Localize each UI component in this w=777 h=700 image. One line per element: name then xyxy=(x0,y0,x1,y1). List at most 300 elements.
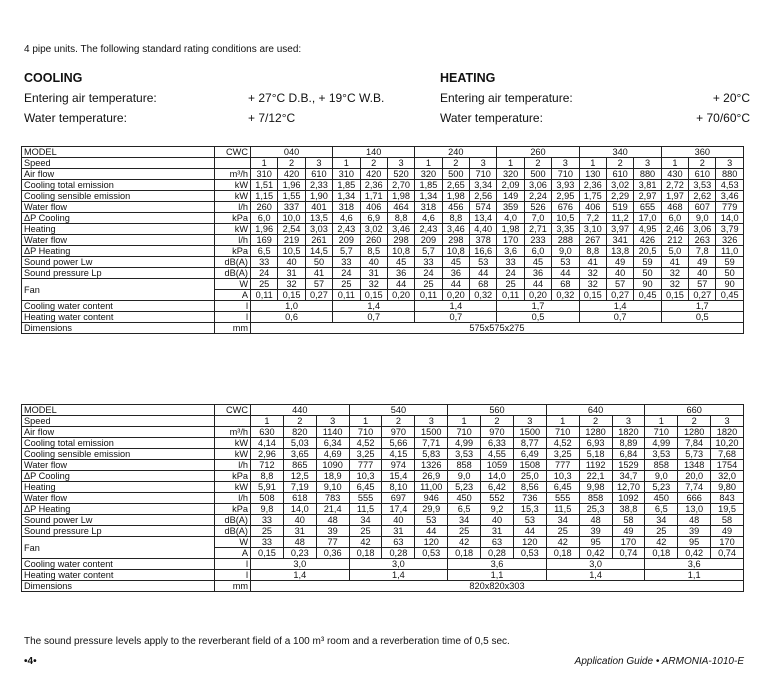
cell-value: 2,62 xyxy=(689,191,716,202)
cell-value: 4,52 xyxy=(546,438,579,449)
model-name: 560 xyxy=(448,405,547,416)
cell-value: 50 xyxy=(716,268,743,279)
cell-value: 0,28 xyxy=(382,548,415,559)
cell-value: 1348 xyxy=(678,460,711,471)
cell-value: 1,34 xyxy=(415,191,442,202)
cell-value: 843 xyxy=(711,493,744,504)
dimensions-row xyxy=(22,323,744,334)
row-unit: l xyxy=(215,559,251,570)
cell-value: 53 xyxy=(552,257,579,268)
cell-value: 13,4 xyxy=(470,213,497,224)
cell-value: 779 xyxy=(716,202,743,213)
cell-value: 555 xyxy=(546,493,579,504)
cell-value: 526 xyxy=(524,202,551,213)
cell-value: 267 xyxy=(579,235,606,246)
cell-value: 2 xyxy=(360,158,387,169)
cell-value: 1,71 xyxy=(360,191,387,202)
cooling-air-label: Entering air temperature: xyxy=(24,91,157,105)
cell-value: 45 xyxy=(524,257,551,268)
cell-value: 1 xyxy=(251,158,278,169)
row-label: Cooling total emission xyxy=(22,180,215,191)
cell-value: 0,15 xyxy=(251,548,284,559)
cell-value: 777 xyxy=(349,460,382,471)
table-row xyxy=(22,224,744,235)
dimensions-value: 820x820x303 xyxy=(251,581,744,592)
cell-value: 310 xyxy=(333,169,360,180)
cell-value: 5,7 xyxy=(415,246,442,257)
cooling-content-row xyxy=(22,301,744,312)
cell-value: 25 xyxy=(546,526,579,537)
cell-value: 710 xyxy=(552,169,579,180)
cell-value: 53 xyxy=(513,515,546,526)
cell-value: 9,98 xyxy=(579,482,612,493)
cell-value: 0,53 xyxy=(415,548,448,559)
cell-value: 2,24 xyxy=(524,191,551,202)
cell-value: 426 xyxy=(634,235,661,246)
row-unit: dB(A) xyxy=(215,257,251,268)
cell-value: 36 xyxy=(524,268,551,279)
cell-value: 9,10 xyxy=(316,482,349,493)
cell-value: 4,15 xyxy=(382,449,415,460)
cell-value: 2 xyxy=(579,416,612,427)
heating-content-row xyxy=(22,312,744,323)
cell-value: 209 xyxy=(415,235,442,246)
cell-value: 29,9 xyxy=(415,504,448,515)
cell-value: 170 xyxy=(612,537,645,548)
cell-value: 24 xyxy=(415,268,442,279)
cell-value: 1 xyxy=(333,158,360,169)
cell-value: 130 xyxy=(579,169,606,180)
cell-value: 736 xyxy=(513,493,546,504)
cell-value: 7,0 xyxy=(524,213,551,224)
cell-value: 33 xyxy=(251,537,284,548)
table-row xyxy=(22,268,744,279)
cell-value: 3,10 xyxy=(579,224,606,235)
cell-value: 6,45 xyxy=(349,482,382,493)
cell-value: 0,11 xyxy=(333,290,360,301)
cell-value: 10,20 xyxy=(711,438,744,449)
cell-value: 50 xyxy=(305,257,332,268)
cell-value: 298 xyxy=(442,235,469,246)
table-row xyxy=(22,515,744,526)
row-unit: kPa xyxy=(215,471,251,482)
cell-value: 31 xyxy=(360,268,387,279)
cell-value: 6,93 xyxy=(579,438,612,449)
cell-value: 0,7 xyxy=(333,312,415,323)
table-row xyxy=(22,504,744,515)
fan-row-w xyxy=(22,537,744,548)
cell-value: 48 xyxy=(579,515,612,526)
model-name: 040 xyxy=(251,147,333,158)
cell-value: 1,0 xyxy=(251,301,333,312)
cell-value: 2 xyxy=(524,158,551,169)
cell-value: 4,14 xyxy=(251,438,284,449)
cell-value: 4,53 xyxy=(716,180,743,191)
cell-value: 1,85 xyxy=(333,180,360,191)
table-row xyxy=(22,180,744,191)
cell-value: 44 xyxy=(387,279,414,290)
cell-value: 7,19 xyxy=(283,482,316,493)
cell-value: 1 xyxy=(448,416,481,427)
cell-value: 212 xyxy=(661,235,688,246)
row-unit: l/h xyxy=(215,460,251,471)
cell-value: 3,6 xyxy=(448,559,547,570)
row-label: Cooling sensible emission xyxy=(22,191,215,202)
cell-value: 44 xyxy=(442,279,469,290)
cell-value: 1529 xyxy=(612,460,645,471)
row-label: ΔP Cooling xyxy=(22,471,215,482)
cell-value: 33 xyxy=(251,515,284,526)
cell-value: 420 xyxy=(360,169,387,180)
heating-water-value: + 70/60°C xyxy=(696,111,750,125)
row-unit: kW xyxy=(215,180,251,191)
cell-value: 710 xyxy=(470,169,497,180)
cell-value: 320 xyxy=(415,169,442,180)
cell-value: 1280 xyxy=(678,427,711,438)
row-unit: l xyxy=(215,301,251,312)
cell-value: 25 xyxy=(251,279,278,290)
cell-value: 0,15 xyxy=(360,290,387,301)
cell-value: 1 xyxy=(579,158,606,169)
cell-value: 8,8 xyxy=(251,471,284,482)
cooling-conditions xyxy=(24,68,404,128)
fan-unit-w: W xyxy=(215,279,251,290)
model-name: 660 xyxy=(645,405,744,416)
cell-value: 0,7 xyxy=(415,312,497,323)
cell-value: 32 xyxy=(579,268,606,279)
cell-value: 90 xyxy=(634,279,661,290)
cell-value: 1090 xyxy=(316,460,349,471)
table-row xyxy=(22,526,744,537)
row-label: ΔP Cooling xyxy=(22,213,215,224)
cell-value: 44 xyxy=(415,526,448,537)
cell-value: 450 xyxy=(645,493,678,504)
cell-value: 6,84 xyxy=(612,449,645,460)
cell-value: 50 xyxy=(634,268,661,279)
cell-value: 697 xyxy=(382,493,415,504)
cell-value: 25,3 xyxy=(579,504,612,515)
cell-value: 0,20 xyxy=(524,290,551,301)
cell-value: 40 xyxy=(606,268,633,279)
cell-value: 2 xyxy=(481,416,514,427)
cell-value: 20,0 xyxy=(678,471,711,482)
cooling-air-row xyxy=(24,88,404,108)
row-label: Dimensions xyxy=(22,323,215,334)
cell-value: 10,8 xyxy=(387,246,414,257)
cell-value: 40 xyxy=(283,515,316,526)
cell-value: 6,45 xyxy=(546,482,579,493)
cell-value: 44 xyxy=(524,279,551,290)
cell-value: 14,0 xyxy=(716,213,743,224)
cell-value: 49 xyxy=(612,526,645,537)
cell-value: 3 xyxy=(387,158,414,169)
cell-value: 49 xyxy=(711,526,744,537)
cell-value: 0,18 xyxy=(448,548,481,559)
cell-value: 32 xyxy=(661,279,688,290)
cell-value: 0,18 xyxy=(645,548,678,559)
row-unit: dB(A) xyxy=(215,515,251,526)
cell-value: 3,81 xyxy=(634,180,661,191)
cell-value: 219 xyxy=(278,235,305,246)
document-reference: Application Guide • ARMONIA-1010-E xyxy=(574,656,744,667)
cell-value: 3,02 xyxy=(360,224,387,235)
cell-value: 0,74 xyxy=(711,548,744,559)
cell-value: 25 xyxy=(497,279,524,290)
cell-value: 33 xyxy=(497,257,524,268)
cell-value: 57 xyxy=(305,279,332,290)
cell-value: 1820 xyxy=(612,427,645,438)
cell-value: 25 xyxy=(333,279,360,290)
cell-value: 32 xyxy=(661,268,688,279)
cell-value: 1,4 xyxy=(415,301,497,312)
cell-value: 574 xyxy=(470,202,497,213)
cell-value: 2,43 xyxy=(333,224,360,235)
cell-value: 0,45 xyxy=(716,290,743,301)
cell-value: 0,53 xyxy=(513,548,546,559)
cell-value: 38,8 xyxy=(612,504,645,515)
cell-value: 1,51 xyxy=(251,180,278,191)
cell-value: 120 xyxy=(513,537,546,548)
model-name: 360 xyxy=(661,147,743,158)
table-row xyxy=(22,427,744,438)
cell-value: 263 xyxy=(689,235,716,246)
cell-value: 2,54 xyxy=(278,224,305,235)
cell-value: 378 xyxy=(470,235,497,246)
cell-value: 5,03 xyxy=(283,438,316,449)
cell-value: 0,74 xyxy=(612,548,645,559)
cell-value: 7,68 xyxy=(711,449,744,460)
cell-value: 17,4 xyxy=(382,504,415,515)
cell-value: 3 xyxy=(612,416,645,427)
cell-value: 3,93 xyxy=(552,180,579,191)
model-row xyxy=(22,405,744,416)
row-unit: kPa xyxy=(215,213,251,224)
cell-value: 3 xyxy=(415,416,448,427)
cell-value: 777 xyxy=(546,460,579,471)
cell-value: 63 xyxy=(481,537,514,548)
row-label: Air flow xyxy=(22,427,215,438)
table-row xyxy=(22,471,744,482)
cell-value: 520 xyxy=(387,169,414,180)
cell-value: 59 xyxy=(634,257,661,268)
cell-value: 6,5 xyxy=(448,504,481,515)
cell-value: 32 xyxy=(278,279,305,290)
cell-value: 5,18 xyxy=(579,449,612,460)
cell-value: 10,0 xyxy=(278,213,305,224)
row-label: Water flow xyxy=(22,460,215,471)
cell-value: 39 xyxy=(678,526,711,537)
cell-value: 6,5 xyxy=(251,246,278,257)
cell-value: 341 xyxy=(606,235,633,246)
cell-value: 5,91 xyxy=(251,482,284,493)
cell-value: 4,6 xyxy=(333,213,360,224)
cell-value: 500 xyxy=(524,169,551,180)
cell-value: 169 xyxy=(251,235,278,246)
cell-value: 1,4 xyxy=(579,301,661,312)
cell-value: 710 xyxy=(448,427,481,438)
cell-value: 0,11 xyxy=(251,290,278,301)
cell-value: 8,89 xyxy=(612,438,645,449)
cell-value: 2,36 xyxy=(360,180,387,191)
cell-value: 0,18 xyxy=(349,548,382,559)
row-label: Cooling sensible emission xyxy=(22,449,215,460)
cell-value: 10,5 xyxy=(552,213,579,224)
cell-value: 6,34 xyxy=(316,438,349,449)
cell-value: 9,0 xyxy=(448,471,481,482)
cell-value: 44 xyxy=(552,268,579,279)
cell-value: 90 xyxy=(716,279,743,290)
cell-value: 40 xyxy=(382,515,415,526)
cell-value: 1,90 xyxy=(305,191,332,202)
cell-value: 13,8 xyxy=(606,246,633,257)
cell-value: 1,4 xyxy=(333,301,415,312)
cell-value: 25 xyxy=(448,526,481,537)
cell-value: 40 xyxy=(481,515,514,526)
cell-value: 2,97 xyxy=(634,191,661,202)
cell-value: 49 xyxy=(606,257,633,268)
cell-value: 710 xyxy=(645,427,678,438)
cell-value: 10,5 xyxy=(278,246,305,257)
cell-value: 6,0 xyxy=(661,213,688,224)
cell-value: 0,27 xyxy=(305,290,332,301)
cell-value: 1,98 xyxy=(497,224,524,235)
cell-value: 31 xyxy=(278,268,305,279)
cell-value: 552 xyxy=(481,493,514,504)
row-unit xyxy=(215,416,251,427)
cell-value: 9,80 xyxy=(711,482,744,493)
cell-value: 40 xyxy=(278,257,305,268)
cell-value: 21,4 xyxy=(316,504,349,515)
cell-value: 4,52 xyxy=(349,438,382,449)
cell-value: 34 xyxy=(448,515,481,526)
cell-value: 2,46 xyxy=(661,224,688,235)
row-unit: l/h xyxy=(215,493,251,504)
model-name: 540 xyxy=(349,405,448,416)
row-unit: l xyxy=(215,570,251,581)
cell-value: 3,65 xyxy=(283,449,316,460)
cell-value: 970 xyxy=(481,427,514,438)
row-label: Sound pressure Lp xyxy=(22,268,215,279)
row-unit: kPa xyxy=(215,504,251,515)
spec-table-1 xyxy=(21,146,744,334)
cell-value: 4,99 xyxy=(645,438,678,449)
row-unit: kW xyxy=(215,191,251,202)
cell-value: 1,4 xyxy=(251,570,350,581)
fan-unit-w: W xyxy=(215,537,251,548)
cell-value: 25 xyxy=(645,526,678,537)
cell-value: 41 xyxy=(305,268,332,279)
cell-value: 468 xyxy=(661,202,688,213)
cell-value: 610 xyxy=(305,169,332,180)
cell-value: 630 xyxy=(251,427,284,438)
cooling-title: COOLING xyxy=(24,71,83,85)
cell-value: 41 xyxy=(579,257,606,268)
cell-value: 45 xyxy=(442,257,469,268)
cell-value: 24 xyxy=(333,268,360,279)
cell-value: 0,42 xyxy=(678,548,711,559)
cell-value: 420 xyxy=(278,169,305,180)
row-unit: mm xyxy=(215,581,251,592)
cell-value: 18,9 xyxy=(316,471,349,482)
cell-value: 710 xyxy=(349,427,382,438)
heating-water-label: Water temperature: xyxy=(440,111,543,125)
cell-value: 3 xyxy=(716,158,743,169)
cell-value: 2 xyxy=(442,158,469,169)
cell-value: 310 xyxy=(251,169,278,180)
row-label: Heating water content xyxy=(22,312,215,323)
row-unit: kW xyxy=(215,449,251,460)
cell-value: 49 xyxy=(689,257,716,268)
cell-value: 3,25 xyxy=(349,449,382,460)
cell-value: 7,74 xyxy=(678,482,711,493)
cell-value: 32 xyxy=(579,279,606,290)
model-row xyxy=(22,147,744,158)
cell-value: 5,83 xyxy=(415,449,448,460)
cell-value: 4,55 xyxy=(481,449,514,460)
cell-value: 48 xyxy=(678,515,711,526)
cell-value: 25,0 xyxy=(513,471,546,482)
cell-value: 970 xyxy=(382,427,415,438)
cell-value: 3 xyxy=(552,158,579,169)
cell-value: 1 xyxy=(661,158,688,169)
heating-air-label: Entering air temperature: xyxy=(440,91,573,105)
cell-value: 4,40 xyxy=(470,224,497,235)
cell-value: 2,71 xyxy=(524,224,551,235)
cell-value: 2 xyxy=(283,416,316,427)
cell-value: 0,11 xyxy=(415,290,442,301)
cell-value: 2 xyxy=(278,158,305,169)
cell-value: 3,46 xyxy=(716,191,743,202)
row-label: Speed xyxy=(22,416,215,427)
fan-unit-a: A xyxy=(215,290,251,301)
page-number: •4• xyxy=(24,656,37,667)
row-label: Heating xyxy=(22,482,215,493)
cell-value: 880 xyxy=(716,169,743,180)
cell-value: 1508 xyxy=(513,460,546,471)
cell-value: 500 xyxy=(442,169,469,180)
table-row xyxy=(22,493,744,504)
cell-value: 3,02 xyxy=(606,180,633,191)
cooling-air-value: + 27°C D.B., + 19°C W.B. xyxy=(248,91,385,105)
cell-value: 1280 xyxy=(579,427,612,438)
cell-value: 5,73 xyxy=(678,449,711,460)
cell-value: 4,69 xyxy=(316,449,349,460)
cell-value: 6,49 xyxy=(513,449,546,460)
cell-value: 34 xyxy=(645,515,678,526)
cell-value: 1 xyxy=(546,416,579,427)
cell-value: 0,36 xyxy=(316,548,349,559)
model-unit: CWC xyxy=(215,147,251,158)
fan-row-w xyxy=(22,279,744,290)
row-label: Water flow xyxy=(22,235,215,246)
table-row xyxy=(22,213,744,224)
cell-value: 13,5 xyxy=(305,213,332,224)
fan-label: Fan xyxy=(22,279,215,301)
table-row xyxy=(22,191,744,202)
cell-value: 1 xyxy=(497,158,524,169)
cell-value: 0,27 xyxy=(689,290,716,301)
cell-value: 0,20 xyxy=(442,290,469,301)
cell-value: 1 xyxy=(645,416,678,427)
cell-value: 3,6 xyxy=(497,246,524,257)
row-label: Speed xyxy=(22,158,215,169)
row-unit: l xyxy=(215,312,251,323)
cell-value: 2 xyxy=(689,158,716,169)
cell-value: 10,3 xyxy=(546,471,579,482)
cell-value: 15,3 xyxy=(513,504,546,515)
cell-value: 326 xyxy=(716,235,743,246)
cell-value: 2,56 xyxy=(470,191,497,202)
